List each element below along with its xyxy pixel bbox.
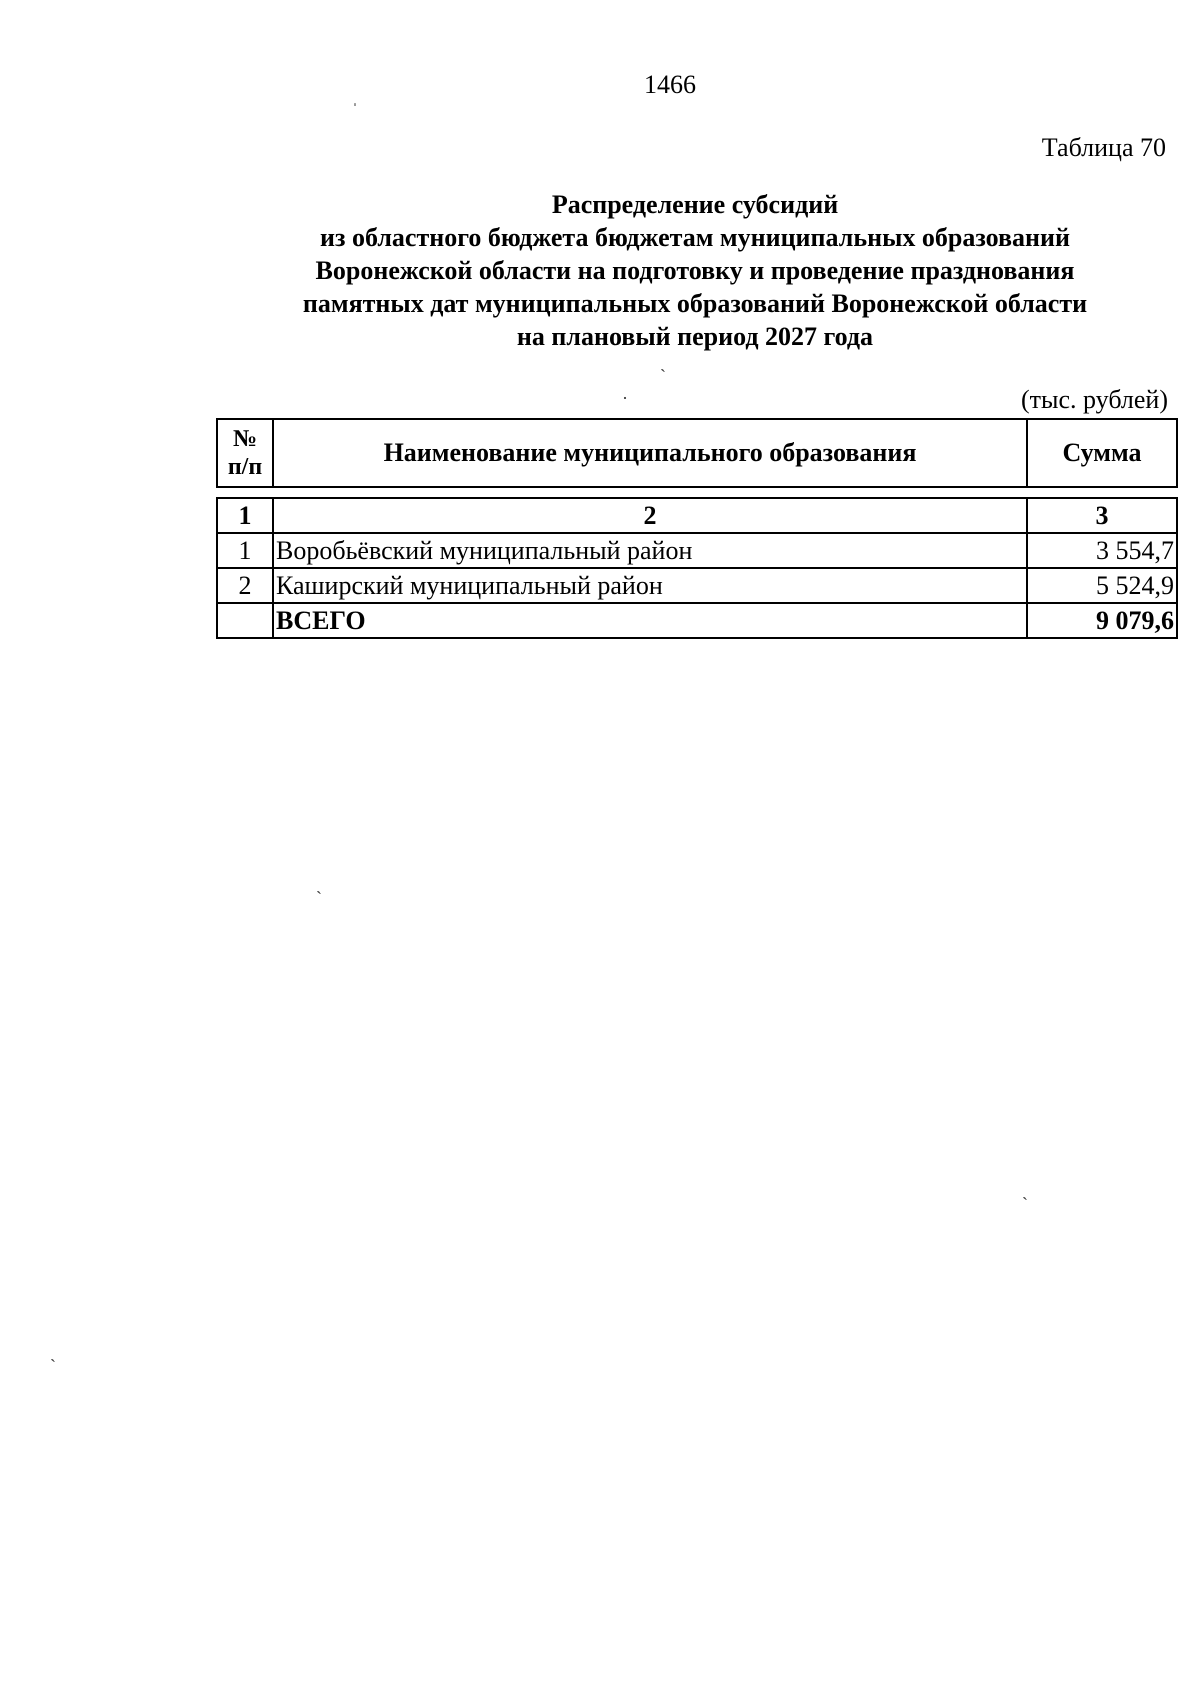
total-num xyxy=(217,603,273,638)
document-title xyxy=(215,188,1175,353)
column-number-row xyxy=(217,498,1177,533)
scan-speck: ˏ xyxy=(1022,1180,1028,1200)
title-line: памятных дат муниципальных образований Воронежской области xyxy=(302,289,1088,318)
scan-speck: ˋ xyxy=(316,888,322,908)
header-row xyxy=(217,419,1177,487)
title-line: на плановый период 2027 года xyxy=(516,322,874,351)
table-label: Таблица 70 xyxy=(1041,133,1166,162)
title-line: Воронежской области на подготовку и проведение празднования xyxy=(315,256,1075,285)
header-num-line1: № xyxy=(232,426,258,452)
row-num: 1 xyxy=(217,533,273,568)
header-name: Наименование муниципального образования xyxy=(273,419,1027,487)
row-name: Воробьёвский муниципальный район xyxy=(273,533,1027,568)
table-row xyxy=(217,568,1177,603)
row-name: Каширский муниципальный район xyxy=(273,568,1027,603)
header-sum: Сумма xyxy=(1027,419,1177,487)
column-number: 3 xyxy=(1027,498,1177,533)
header-num-line2: п/п xyxy=(227,454,263,480)
scan-speck: ˏ xyxy=(660,352,666,372)
total-name: ВСЕГО xyxy=(273,603,1027,638)
row-sum: 5 524,9 xyxy=(1027,568,1177,603)
title-line: Распределение субсидий xyxy=(551,190,839,219)
title-line: из областного бюджета бюджетам муниципальных образований xyxy=(320,223,1070,252)
scan-speck: · xyxy=(622,388,628,408)
header-num xyxy=(217,419,273,487)
row-num: 2 xyxy=(217,568,273,603)
scan-speck: ˌ xyxy=(352,86,358,106)
total-sum: 9 079,6 xyxy=(1027,603,1177,638)
table-row xyxy=(217,533,1177,568)
scan-speck: ˏ xyxy=(50,1342,56,1362)
page-number: 1466 xyxy=(644,70,696,99)
column-number: 2 xyxy=(273,498,1027,533)
units-label: (тыс. рублей) xyxy=(1020,385,1168,414)
row-sum: 3 554,7 xyxy=(1027,533,1177,568)
column-number: 1 xyxy=(217,498,273,533)
total-row xyxy=(217,603,1177,638)
table-header xyxy=(216,418,1178,488)
data-table xyxy=(216,497,1178,639)
